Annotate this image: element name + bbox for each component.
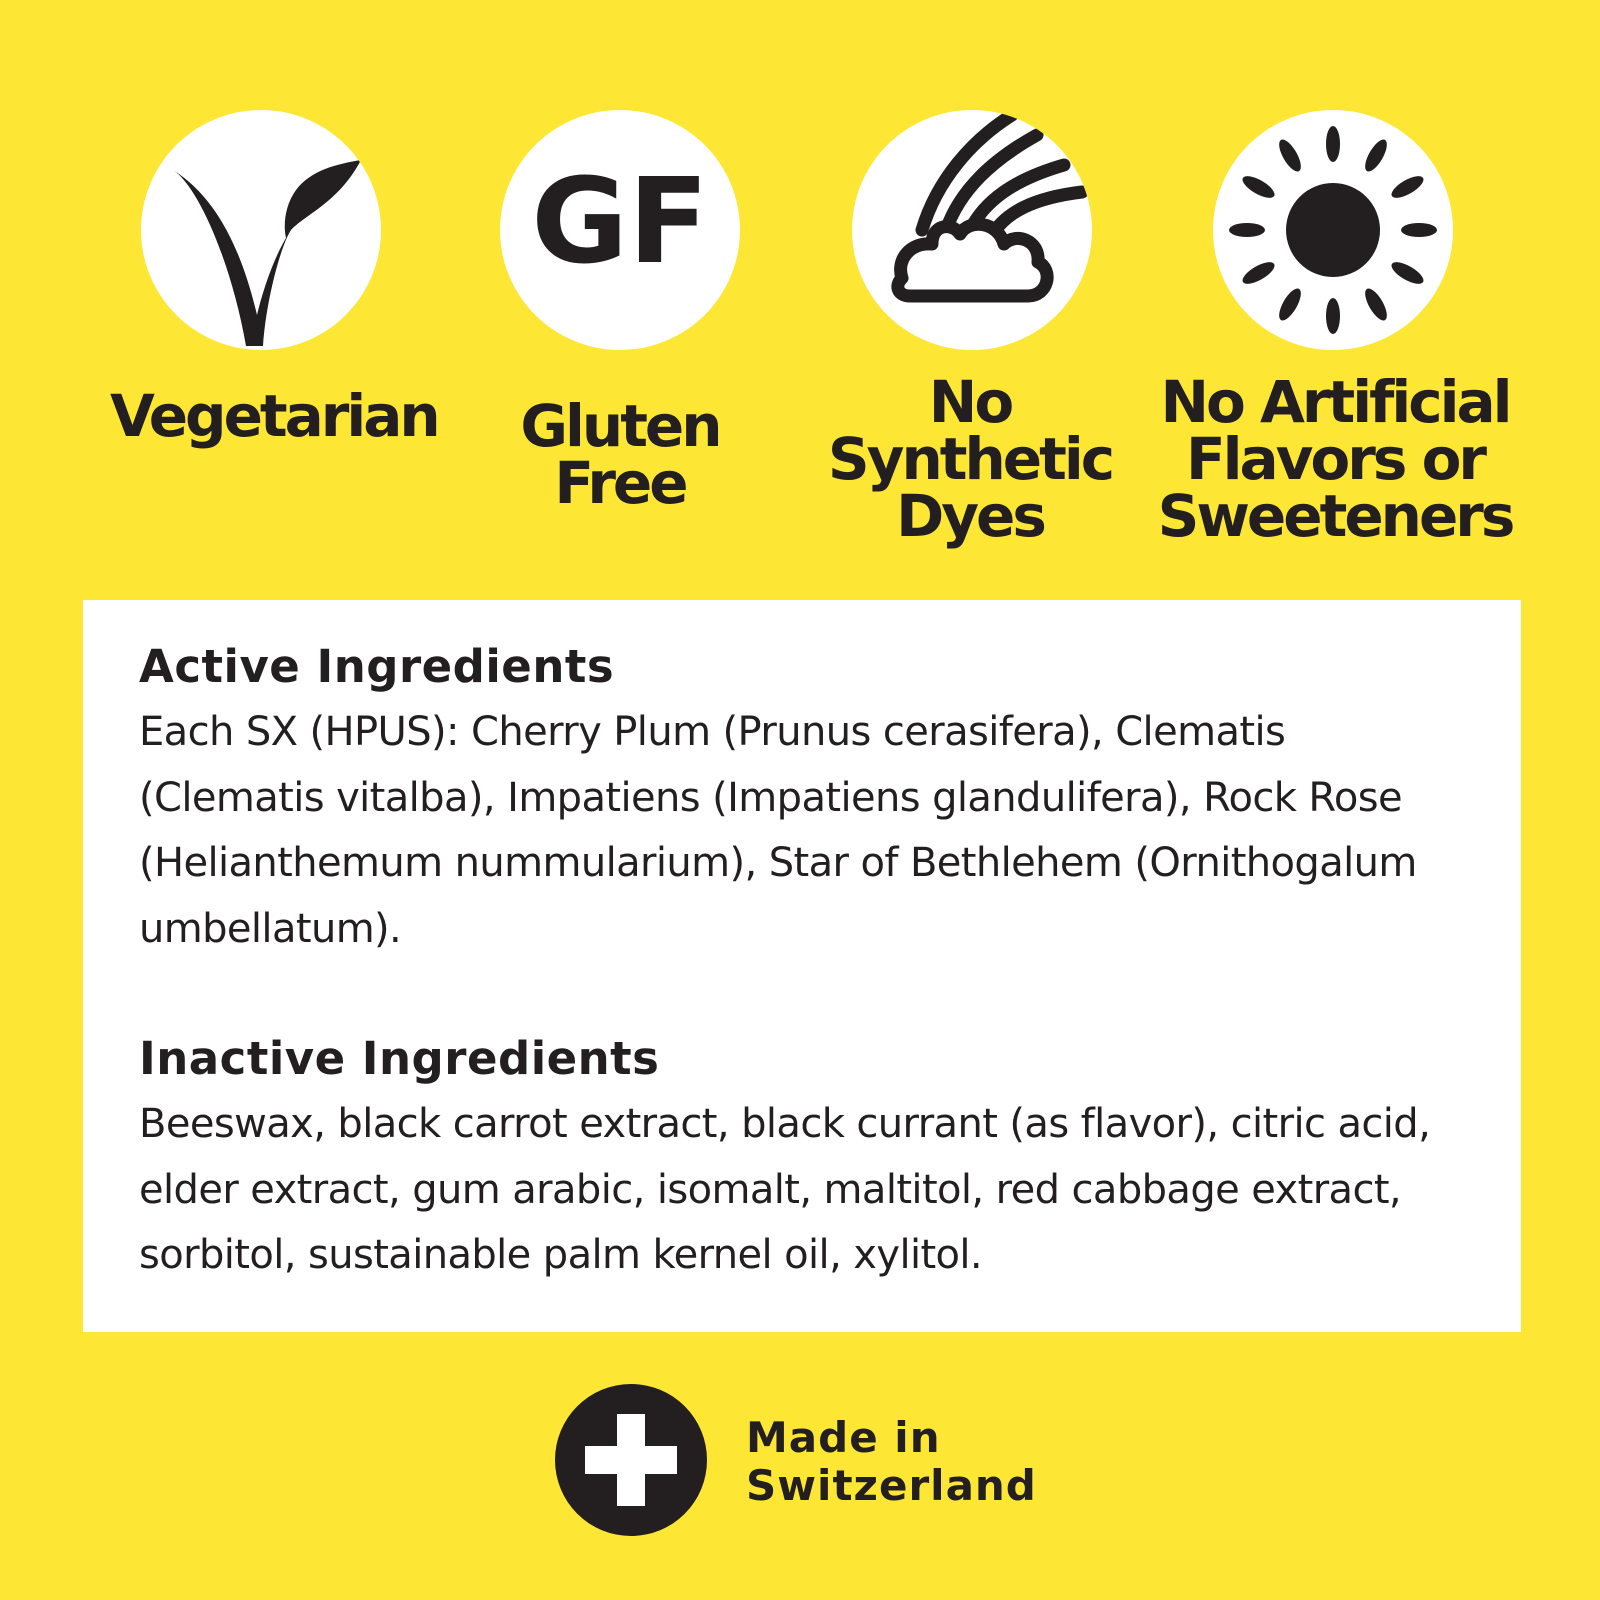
gluten-free-badge xyxy=(500,110,740,350)
active-ingredients-text: Each SX (HPUS): Cherry Plum (Prunus cerasifera), Clematis (Clematis vitalba), Impatiens (Impatiens glandulifera), Rock Rose (Helianthemum nummularium), Star of Bethlehem (Ornithogalum umbellatum). xyxy=(139,709,1417,952)
gluten-free-label: Gluten Free xyxy=(520,392,720,517)
vegetarian-label: Vegetarian xyxy=(110,382,438,450)
active-ingredients-heading: Active Ingredients xyxy=(139,640,615,693)
no-synthetic-dyes-badge xyxy=(852,110,1092,350)
vegetarian-badge xyxy=(141,110,381,350)
vegetarian-leaf-icon xyxy=(141,110,381,350)
rainbow-cloud-icon xyxy=(852,110,1092,350)
swiss-cross-icon xyxy=(555,1384,707,1536)
no-artificial-flavors-label: No Artificial Flavors or Sweeteners xyxy=(1157,368,1513,550)
inactive-ingredients-heading: Inactive Ingredients xyxy=(139,1032,660,1085)
sun-icon xyxy=(1213,110,1453,350)
inactive-ingredients-text: Beeswax, black carrot extract, black currant (as flavor), citric acid, elder extract, gum arabic, isomalt, maltitol, red cabbage extract, sorbitol, sustainable palm kernel oil, xylitol. xyxy=(139,1101,1431,1278)
ingredients-panel xyxy=(83,600,1521,1332)
made-in-switzerland-label: Made in Switzerland xyxy=(746,1413,1037,1510)
no-synthetic-dyes-label: No Synthetic Dyes xyxy=(827,368,1113,550)
gf-icon-text: GF xyxy=(531,152,709,290)
gluten-free-icon xyxy=(500,110,740,350)
no-artificial-flavors-badge xyxy=(1213,110,1453,350)
